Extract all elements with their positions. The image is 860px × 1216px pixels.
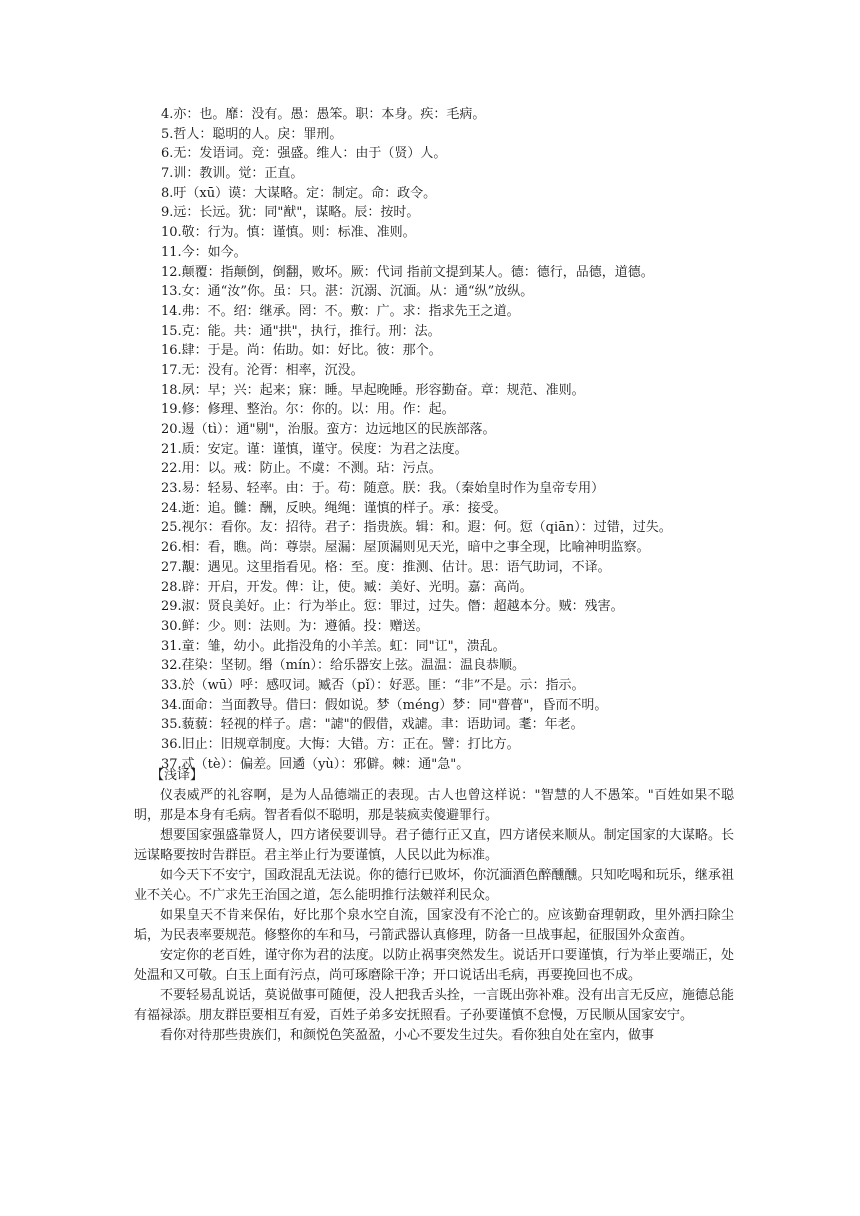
annotation-item: 23.易：轻易、轻率。由：于。苟：随意。朕：我。（秦始皇时作为皇帝专用） <box>161 481 605 497</box>
annotation-item: 30.鲜：少。则：法则。为：遵循。投：赠送。 <box>161 618 429 634</box>
annotation-item: 21.质：安定。谨：谨慎，谨守。侯度：为君之法度。 <box>161 441 468 457</box>
annotation-item: 6.无：发语词。竞：强盛。维人：由于（贤）人。 <box>161 146 447 162</box>
annotation-item: 5.哲人：聪明的人。戾：罪刑。 <box>161 126 343 142</box>
annotation-item: 29.淑：贤良美好。止：行为举止。愆：罪过，过失。僭：超越本分。贼：残害。 <box>161 599 624 615</box>
annotation-list <box>161 105 801 774</box>
annotation-item: 16.肆：于是。尚：佑助。如：好比。彼：那个。 <box>161 343 442 359</box>
translation-paragraph: 仪表威严的礼容啊，是为人品德端正的表现。古人也曾这样说："智慧的人不愚笨。"百姓如果不聪明，那是本身有毛病。智者看似不聪明，那是装疯卖傻避罪行。 <box>134 788 734 823</box>
annotation-item: 24.逝：追。雠：酬，反映。绳绳：谨慎的样子。承：接受。 <box>161 500 507 516</box>
annotation-item: 13.女：通“汝”你。虽：只。湛：沉溺、沉湎。从：通“纵”放纵。 <box>161 284 534 300</box>
translation-paragraph: 如果皇天不肯来保佑，好比那个泉水空自流，国家没有不沦亡的。应该勤奋理朝政，里外洒扫除尘垢，为民表率要规范。修整你的车和马，弓箭武器认真修理，防备一旦战事起，征服国外众蛮酋。 <box>134 908 734 943</box>
annotation-item: 33.於（wū）呼：感叹词。臧否（pǐ）：好恶。匪：“非”不是。示：指示。 <box>161 677 585 693</box>
annotation-item: 34.面命：当面教导。借曰：假如说。梦（méng）梦：同"瞢瞢"，昏而不明。 <box>161 697 608 713</box>
annotation-item: 20.逷（tì）：通"剔"，治服。蛮方：边远地区的民族部落。 <box>161 422 496 437</box>
annotation-item: 31.童：雏，幼小。此指没角的小羊羔。虹：同"讧"，溃乱。 <box>161 638 506 654</box>
annotation-item: 8.吁（xū）谟：大谋略。定：制定。命：政令。 <box>161 185 437 201</box>
annotation-item: 9.远：长远。犹：同"猷"，谋略。辰：按时。 <box>161 205 420 221</box>
annotation-item: 18.夙：早；兴：起来；寐：睡。早起晚睡。形容勤奋。章：规范、准则。 <box>161 382 585 398</box>
annotation-item: 32.荏染：坚韧。缗（mín）：给乐器安上弦。温温：温良恭顺。 <box>161 658 526 674</box>
translation-paragraph: 如今天下不安宁，国政混乱无法说。你的德行已败坏，你沉湎酒色醉醺醺。只知吃喝和玩乐，继承祖业不关心。不广求先王治国之道，怎么能明推行法皴祥利民众。 <box>134 868 734 903</box>
annotation-item: 11.今：如今。 <box>161 244 247 260</box>
annotation-item: 25.视尔：看你。友：招待。君子：指贵族。辑：和。遐：何。愆（qiān）：过错，过失。 <box>161 520 672 536</box>
annotation-item: 14.弗：不。绍：继承。罔：不。敷：广。求：指求先王之道。 <box>161 303 520 319</box>
annotation-item: 27.覯：遇见。这里指看见。格：至。度：推测、估计。思：语气助词，不译。 <box>161 559 611 575</box>
annotation-item: 15.克：能。共：通"拱"，执行，推行。刑：法。 <box>161 323 441 339</box>
annotation-item: 10.敬：行为。慎：谨慎。则：标准、准则。 <box>161 225 416 241</box>
section-heading: 【浅译】 <box>151 768 204 783</box>
translation-body <box>134 786 734 1046</box>
annotation-item: 12.颠覆：指颠倒，倒翻，败坏。厥：代词 指前文提到某人。德：德行，品德，道德。 <box>161 264 654 280</box>
annotation-item: 7.训：教训。觉：正直。 <box>161 166 304 182</box>
annotation-item: 26.相：看，瞧。尚：尊崇。屋漏：屋顶漏则见天光，暗中之事全现，比喻神明监察。 <box>161 540 650 556</box>
annotation-item: 22.用：以。戒：防止。不虞：不测。玷：污点。 <box>161 461 442 477</box>
annotation-item: 4.亦：也。靡：没有。愚：愚笨。职：本身。疾：毛病。 <box>161 107 486 122</box>
translation-paragraph: 不要轻易乱说话，莫说做事可随便，没人把我舌头拴，一言既出弥补难。没有出言无反应，施德总能有福禄添。朋友群臣要相互有爱，百姓子弟多安抚照看。子孙要谨慎不怠慢，万民顺从国家安宁。 <box>134 988 734 1023</box>
annotation-item: 36.旧止：旧规章制度。大悔：大错。方：正在。譬：打比方。 <box>161 737 520 752</box>
annotation-item: 17.无：没有。沦胥：相率，沉没。 <box>161 362 364 378</box>
translation-paragraph: 想要国家强盛靠贤人，四方诸侯要训导。君子德行正又直，四方诸侯来顺从。制定国家的大谋略。长远谋略要按时告群臣。君主举止行为要谨慎，人民以此为标准。 <box>134 828 734 863</box>
annotation-item: 35.藐藐：轻视的样子。虐："謔"的假借，戏謔。聿：语助词。耄：年老。 <box>161 717 584 733</box>
annotation-item: 37.忒（tè）：偏差。回遹（yù）：邪僻。棘：通"急"。 <box>161 756 470 772</box>
annotation-item: 28.辟：开启，开发。俾：让，使。臧：美好、光明。嘉：高尚。 <box>161 579 533 595</box>
translation-paragraph: 看你对待那些贵族们，和颜悦色笑盈盈，小心不要发生过失。看你独自处在室内，做事 <box>160 1028 655 1043</box>
annotation-item: 19.修：修理、整治。尔：你的。以：用。作：起。 <box>161 402 455 418</box>
translation-paragraph: 安定你的老百姓，谨守你为君的法度。以防止祸事突然发生。说话开口要谨慎，行为举止要端正，处处温和又可敬。白玉上面有污点，尚可琢磨除干净；开口说话出毛病，再要挽回也不成。 <box>134 948 734 983</box>
